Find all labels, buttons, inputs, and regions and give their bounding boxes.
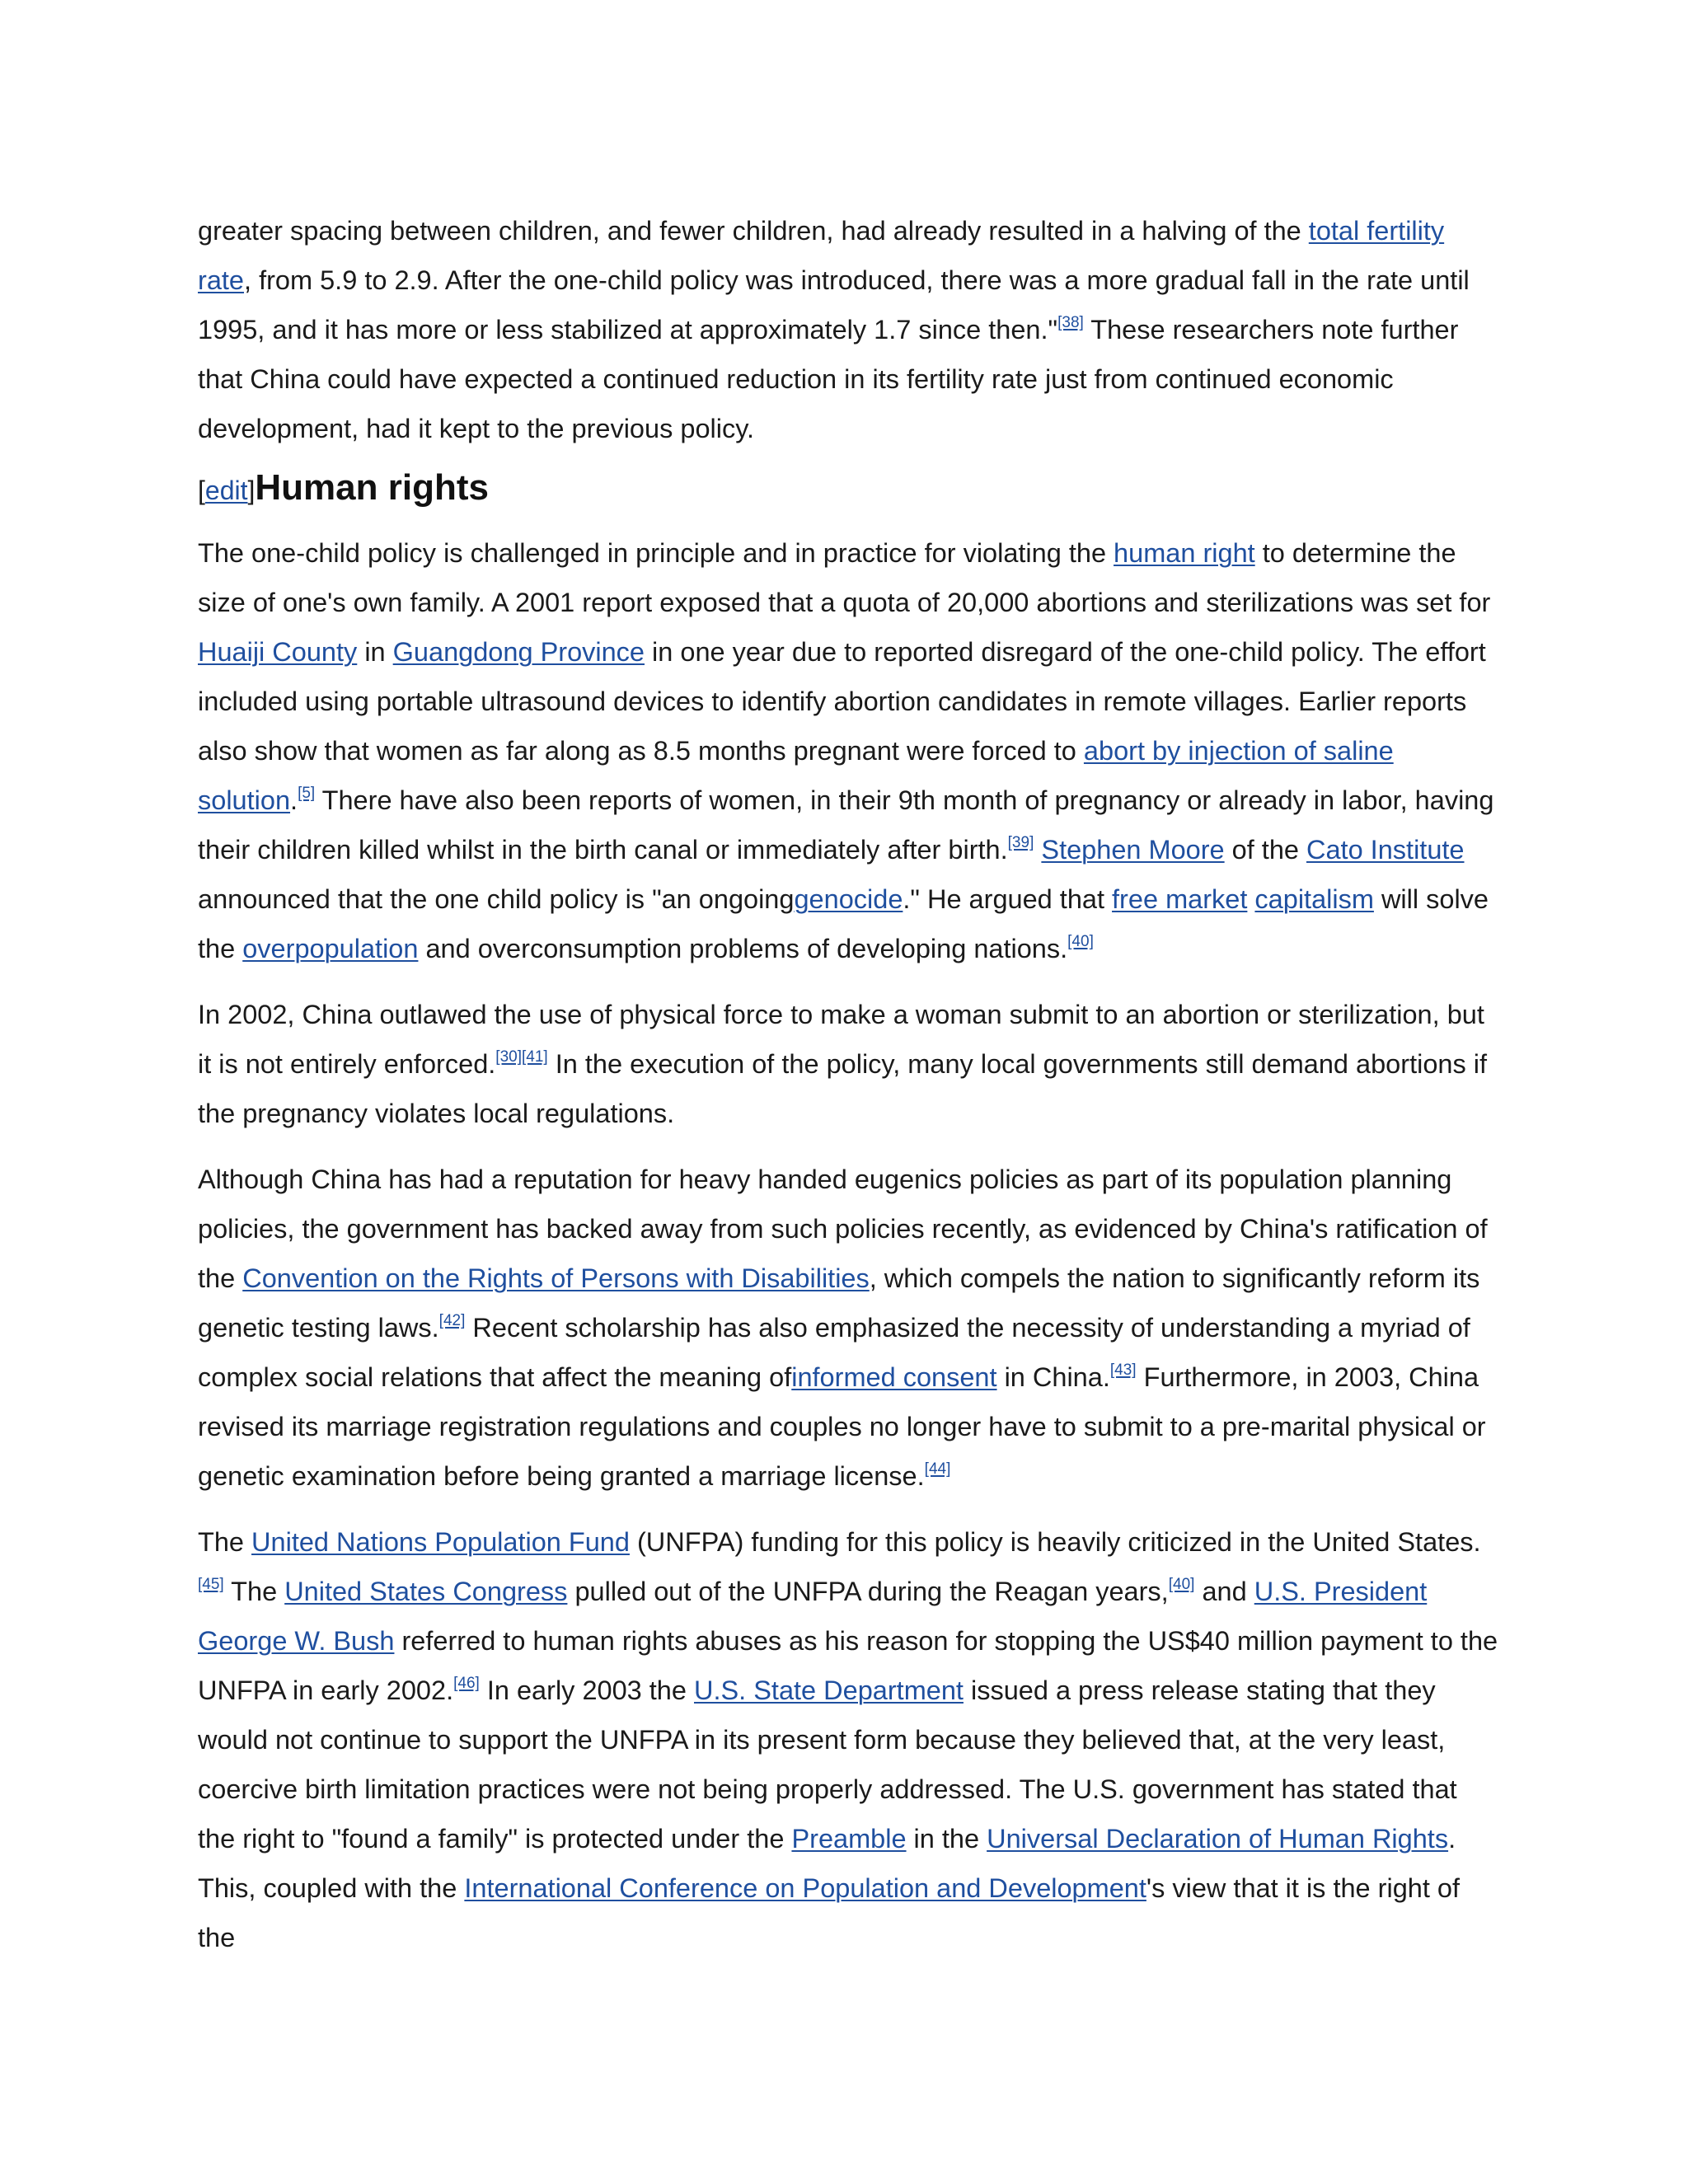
article-body [198, 206, 1500, 1979]
link-stephen-moore[interactable]: Stephen Moore [1041, 835, 1225, 865]
link-george-w-bush[interactable]: George W. Bush [198, 1626, 395, 1656]
citation-39 [1008, 834, 1034, 851]
paragraph-human-rights [198, 528, 1500, 973]
edit-bracket-open: [ [198, 476, 205, 505]
text-run: in China. [996, 1362, 1110, 1392]
text-run: greater spacing between children, and fewer children, had already resulted in a halving of the [198, 216, 1309, 246]
citation-link[interactable]: [39] [1007, 834, 1034, 851]
citation-link[interactable]: [40] [1067, 933, 1094, 950]
text-run: Furthermore, in 2003, China revised its marriage registration regulations and couples no longer have to submit to a pre-marital physical or genetic examination before being granted a marriage license. [198, 1362, 1486, 1491]
citation-link[interactable]: [42] [438, 1312, 466, 1329]
text-run: (UNFPA) funding for this policy is heavily criticized in the United States. [629, 1527, 1481, 1557]
citation-link[interactable]: [44] [924, 1460, 951, 1478]
text-run: , from 5.9 to 2.9. After the one-child policy was introduced, there was a more gradual fall in the rate until 1995, and it has more or less stabilized at approximately 1.7 since then." [198, 265, 1470, 344]
link-state-department[interactable]: U.S. State Department [694, 1675, 964, 1705]
section-heading [198, 462, 1500, 517]
link-guangdong-province[interactable]: Guangdong Province [392, 637, 645, 667]
citation-40 [1067, 933, 1094, 950]
text-run: . [290, 785, 298, 815]
link-free-market[interactable]: free market [1112, 884, 1248, 914]
link-icpd[interactable]: International Conference on Population and Development [464, 1873, 1146, 1903]
edit-link[interactable]: edit [204, 476, 248, 505]
citation-link[interactable]: [40] [1168, 1576, 1195, 1593]
text-run: in [357, 637, 393, 667]
link-us-congress[interactable]: United States Congress [284, 1577, 568, 1606]
paragraph-fertility [198, 206, 1500, 453]
text-run: In early 2003 the [479, 1675, 694, 1705]
citation-44 [925, 1460, 951, 1478]
text-run: The [223, 1577, 285, 1606]
citation-43 [1110, 1361, 1137, 1379]
link-saline-abortion[interactable]: abort by injection of saline solution [198, 736, 1394, 815]
text-run: 's view that it is the right of the [198, 1873, 1461, 1952]
paragraph-2002-law [198, 990, 1500, 1138]
link-preamble[interactable]: Preamble [791, 1824, 907, 1854]
text-run: . This, coupled with the [198, 1824, 1456, 1903]
text-run: referred to human rights abuses as his reason for stopping the US$40 million payment to the UNFPA in early 2002. [198, 1626, 1498, 1705]
link-total-fertility-rate[interactable]: total fertility rate [198, 216, 1445, 295]
text-run: In 2002, China outlawed the use of physical force to make a woman submit to an abortion or sterilization, but it is not entirely enforced. [198, 1000, 1484, 1079]
link-huaiji-county[interactable]: Huaiji County [198, 637, 358, 667]
citation-link[interactable]: [46] [453, 1675, 480, 1692]
text-run: These researchers note further that China could have expected a continued reduction in its fertility rate just from continued economic development, had it kept to the previous policy. [198, 315, 1459, 443]
text-run: The one-child policy is challenged in principle and in practice for violating the [198, 538, 1114, 568]
edit-bracket-close: ] [247, 476, 256, 505]
link-genocide[interactable]: genocide [794, 884, 903, 914]
text-run: to determine the size of one's own family. A 2001 report exposed that a quota of 20,000 abortions and sterilizations was set for [198, 538, 1491, 617]
paragraph-eugenics [198, 1155, 1500, 1501]
citation-46 [453, 1675, 480, 1692]
text-run: and overconsumption problems of developing nations. [418, 934, 1068, 963]
text-run: There have also been reports of women, in their 9th month of pregnancy or already in labor, having their children killed whilst in the birth canal or immediately after birth. [198, 785, 1494, 865]
link-overpopulation[interactable]: overpopulation [242, 934, 419, 963]
link-udhr[interactable]: Universal Declaration of Human Rights [987, 1824, 1449, 1854]
citation-45 [198, 1576, 224, 1593]
link-cato-institute[interactable]: Cato Institute [1306, 835, 1465, 865]
link-human-right[interactable]: human right [1114, 538, 1255, 568]
citation-link[interactable]: [45] [198, 1576, 224, 1593]
text-run: In the execution of the policy, many local governments still demand abortions if the pregnancy violates local regulations. [198, 1049, 1488, 1128]
text-run: and [1194, 1577, 1254, 1606]
link-informed-consent[interactable]: informed consent [791, 1362, 997, 1392]
citation-link[interactable]: [41] [522, 1048, 548, 1066]
citation-link[interactable]: [38] [1057, 314, 1084, 331]
citation-38 [1057, 314, 1084, 331]
text-run: announced that the one child policy is "an ongoing [198, 884, 795, 914]
text-run: ." He argued that [903, 884, 1113, 914]
citation-link[interactable]: [43] [1109, 1361, 1137, 1379]
link-capitalism[interactable]: capitalism [1254, 884, 1374, 914]
citation-42 [439, 1312, 466, 1329]
link-unfpa[interactable]: United Nations Population Fund [251, 1527, 630, 1557]
paragraph-unfpa [198, 1517, 1500, 1962]
citation-5 [298, 785, 315, 802]
text-run: in one year due to reported disregard of the one-child policy. The effort included using portable ultrasound devices to identify abortion candidates in remote villages. Earlier reports also show that women as far along as 8.5 months pregnant were forced to [198, 637, 1486, 766]
link-convention-disabilities[interactable]: Convention on the Rights of Persons with Disabilities [242, 1263, 870, 1293]
citation-30-41 [495, 1048, 547, 1066]
text-run: The [198, 1527, 252, 1557]
text-run: Recent scholarship has also emphasized the necessity of understanding a myriad of complex social relations that affect the meaning of [198, 1313, 1470, 1392]
section-title: Human rights [255, 467, 489, 508]
text-run: Although China has had a reputation for heavy handed eugenics policies as part of its population planning policies, the government has backed away from such policies recently, as evidenced by China's ratification of the [198, 1165, 1488, 1293]
citation-link[interactable]: [5] [298, 785, 316, 802]
text-run: of the [1224, 835, 1306, 865]
citation-40 [1169, 1576, 1195, 1593]
citation-link[interactable]: [30] [495, 1048, 522, 1066]
text-run: issued a press release stating that they would not continue to support the UNFPA in its present form because they believed that, at the very least, coercive birth limitation practices were not being properly addressed. The U.S. government has stated that the right to "found a family" is protected under the [198, 1675, 1457, 1854]
text-run: in the [906, 1824, 987, 1854]
edit-section [198, 476, 255, 505]
link-us-president[interactable]: U.S. President [1254, 1577, 1428, 1606]
text-run: pulled out of the UNFPA during the Reagan years, [567, 1577, 1169, 1606]
text-run: will solve the [198, 884, 1489, 963]
text-run: , which compels the nation to significantly reform its genetic testing laws. [198, 1263, 1480, 1343]
